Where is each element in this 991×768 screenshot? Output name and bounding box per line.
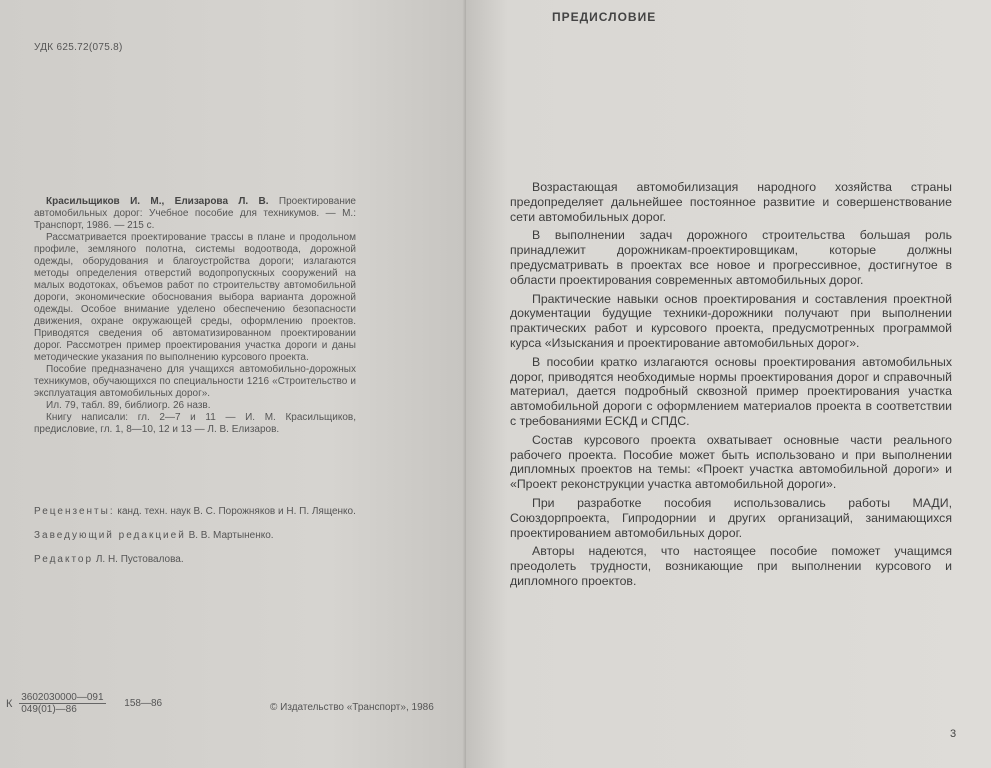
editor-line <box>34 553 356 566</box>
preface-heading: ПРЕДИСЛОВИЕ <box>552 10 657 24</box>
catalog-fraction <box>19 692 105 715</box>
annotation-block <box>34 196 356 436</box>
page-number: 3 <box>950 728 957 740</box>
editor-name: Л. Н. Пустовалова. <box>93 554 184 565</box>
preface-paragraph: Авторы надеются, что настоящее пособие поможет учащимся преодолеть трудности, возникающие при выполнении курсового и дипломного проектов. <box>510 544 952 588</box>
annotation-authors: Красильщиков И. М., Елизарова Л. В. <box>46 196 269 207</box>
preface-paragraph: Состав курсового проекта охватывает основные части реального рабочего проекта. Пособие может быть использовано и при выполнении дипломных проектов на темы: «Проект участка автомобильной дороги» и «Проект реконструкции участка автомобильной дороги». <box>510 432 952 492</box>
catalog-k: К <box>6 697 13 710</box>
preface-body <box>510 180 952 593</box>
udk-code: УДК 625.72(075.8) <box>34 42 123 53</box>
catalog-index <box>6 692 162 715</box>
reviewers-label: Рецензенты: <box>34 506 115 517</box>
preface-paragraph: Возрастающая автомобилизация народного хозяйства страны предопределяет дальнейшее постоянное развитие и совершенствование сети автомобильных дорог. <box>510 180 952 224</box>
editor-label: Редактор <box>34 554 94 565</box>
head-editor-label: Заведующий редакцией <box>34 530 186 541</box>
annotation-summary: Рассматривается проектирование трассы в плане и продольном профиле, земляного полотна, системы водоотвода, дорожной одежды, оборудования и благоустройства дороги; излагаются методы определения отверстий водопропускных сооружений на малых водотоках, объемов работ по строительству автомобильной дороги, экономические обоснования выбора варианта дорожной одежды. Особое внимание уделено обеспечению безопасности движения, охране окружающей среды, оформлению проектов. Приводятся сведения об автоматизированном проектировании дорог. Рассмотрен пример проектирования участка дороги и даны методические указания по выполнению курсового проекта. <box>34 232 356 363</box>
preface-paragraph: В выполнении задач дорожного строительства большая роль принадлежит дорожникам-проектировщикам, которые должны предусматривать в проектах все новое и прогрессивное, достигнутое в области проектирования современных автомобильных дорог. <box>510 228 952 287</box>
head-editor-line <box>34 529 356 542</box>
preface-paragraph: В пособии кратко излагаются основы проектирования автомобильных дорог, приводятся необходимые нормы проектирования дорог и справочный материал, дается подробный сквозной пример проектирования участка автомобильной дороги с оформлением материалов проекта в соответствии с требованиями ЕСКД и СПДС. <box>510 354 952 428</box>
credits-block <box>34 505 356 577</box>
preface-paragraph: При разработке пособия использовались работы МАДИ, Союздорпроекта, Гипродорнии и других организаций, занимающихся проектированием автомобильных дорог. <box>510 495 952 540</box>
annotation-authorship: Книгу написали: гл. 2—7 и 11 — И. М. Красильщиков, предисловие, гл. 1, 8—10, 12 и 13 — Л. В. Елизаров. <box>34 412 356 435</box>
annotation-title: Проектирование автомобильных дорог: Учебное пособие для техникумов. — М.: Транспорт, 1986. — 215 с. <box>34 196 356 231</box>
reviewers-line <box>34 505 356 518</box>
head-editor-name: В. В. Мартыненко. <box>185 530 274 541</box>
annotation-audience: Пособие предназначено для учащихся автомобильно-дорожных техникумов, обучающихся по специальности 1216 «Строительство и эксплуатация автомобильных дорог». <box>34 364 356 399</box>
copyright-notice: © Издательство «Транспорт», 1986 <box>270 702 434 713</box>
catalog-denominator: 049(01)—86 <box>21 704 77 715</box>
catalog-numerator: 3602030000—091 <box>21 692 104 703</box>
annotation-illustrations: Ил. 79, табл. 89, библиогр. 26 назв. <box>46 400 211 411</box>
preface-paragraph: Практические навыки основ проектирования и составления проектной документации будущие техники-дорожники получают при выполнении практических работ и курсового проекта, предусмотренных программой курса «Изыскания и проектирование автомобильных дорог». <box>510 291 952 350</box>
annotation-citation <box>34 196 356 232</box>
reviewers-names: канд. техн. наук В. С. Порожняков и Н. П. Лященко. <box>114 506 356 517</box>
catalog-code: 158—86 <box>124 698 163 709</box>
